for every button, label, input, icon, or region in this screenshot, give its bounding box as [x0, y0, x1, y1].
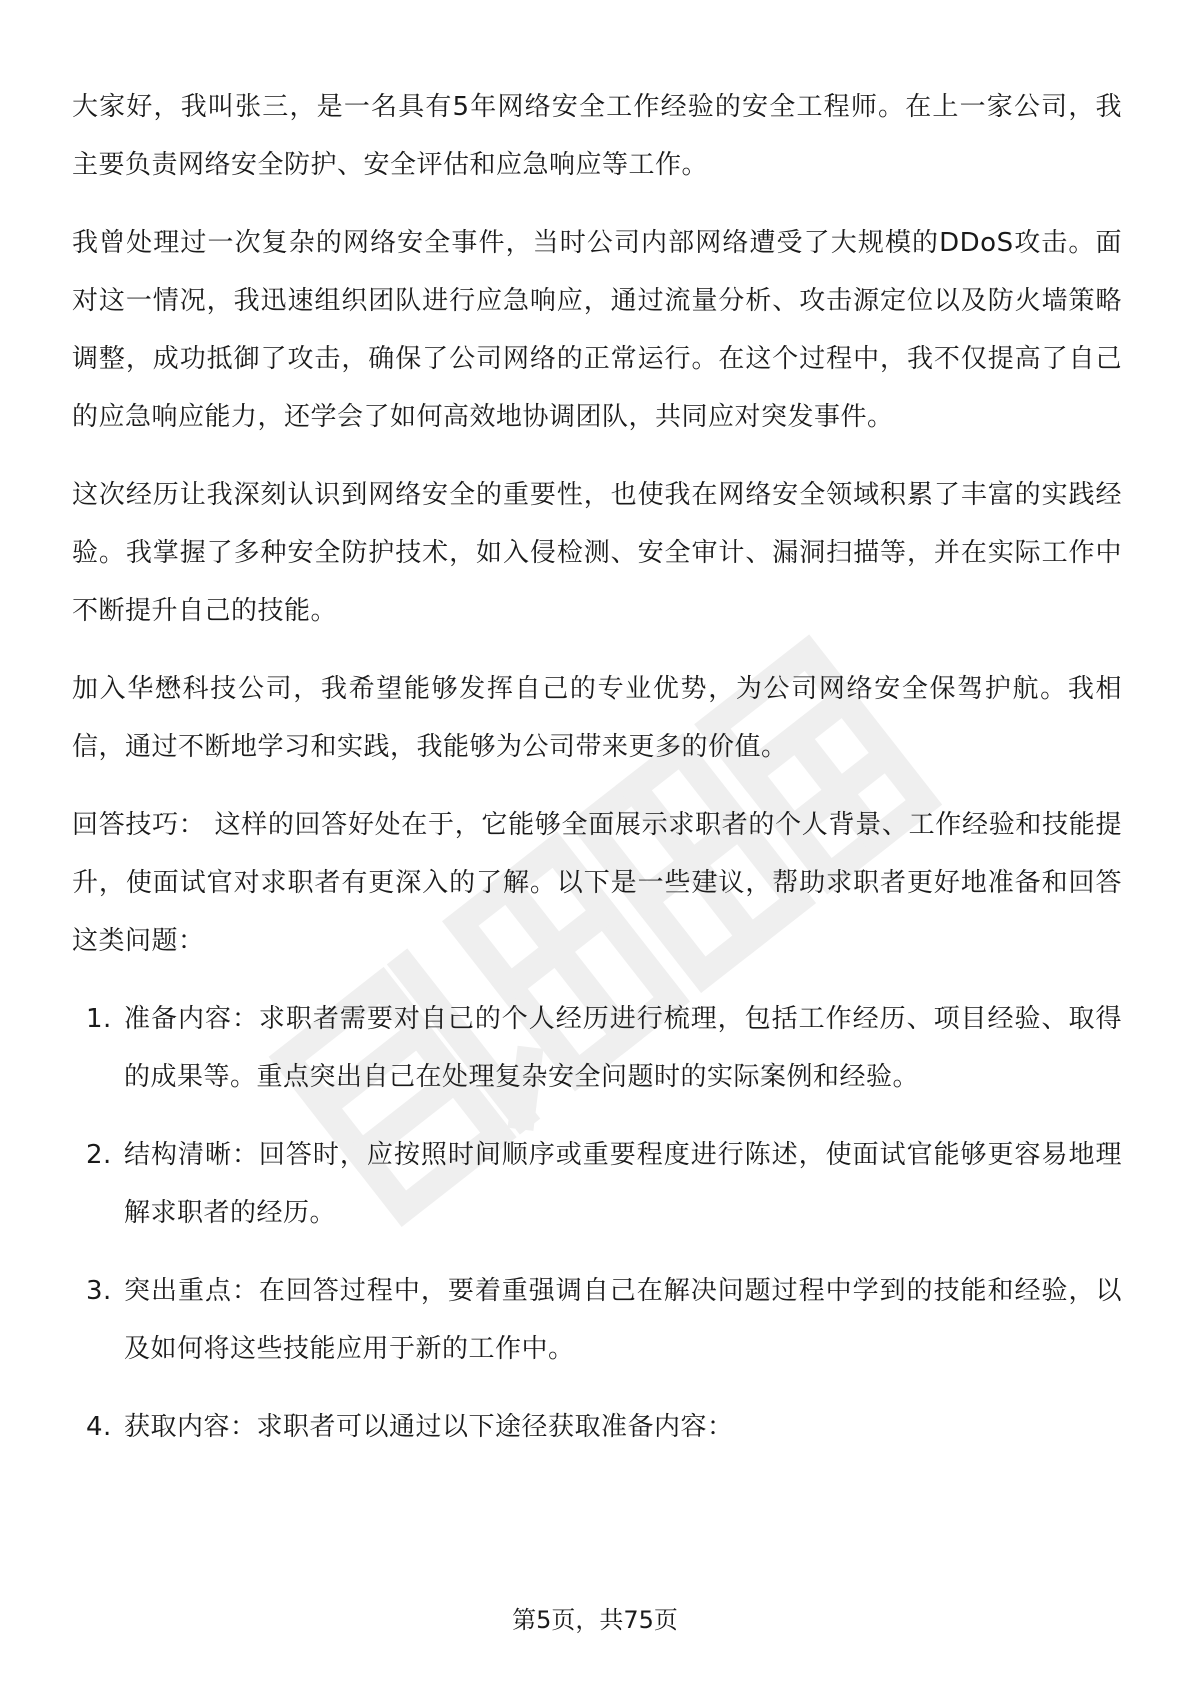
page-number-footer: 第5页，共75页 [512, 1606, 678, 1634]
document-body [72, 78, 1122, 1476]
list-item [72, 1262, 1122, 1378]
list-item-number: 2. [86, 1140, 112, 1170]
list-item-number: 4. [86, 1412, 112, 1442]
list-item-text: 结构清晰：回答时，应按照时间顺序或重要程度进行陈述，使面试官能够更容易地理解求职者的经历。 [124, 1140, 1122, 1228]
list-item-number: 1. [86, 1004, 112, 1034]
list-item-number: 3. [86, 1276, 112, 1306]
list-item [72, 990, 1122, 1106]
list-item [72, 1398, 1122, 1456]
tips-list [72, 990, 1122, 1456]
tips-paragraph: 回答技巧： 这样的回答好处在于，它能够全面展示求职者的个人背景、工作经验和技能提升，使面试官对求职者有更深入的了解。以下是一些建议，帮助求职者更好地准备和回答这类问题： [72, 810, 1122, 956]
incident-paragraph: 我曾处理过一次复杂的网络安全事件，当时公司内部网络遭受了大规模的DDoS攻击。面对这一情况，我迅速组织团队进行应急响应，通过流量分析、攻击源定位以及防火墙策略调整，成功抵御了攻击，确保了公司网络的正常运行。在这个过程中，我不仅提高了自己的应急响应能力，还学会了如何高效地协调团队，共同应对突发事件。 [72, 228, 1122, 432]
list-item-text: 突出重点：在回答过程中，要着重强调自己在解决问题过程中学到的技能和经验，以及如何将这些技能应用于新的工作中。 [124, 1276, 1122, 1364]
motivation-paragraph: 加入华懋科技公司，我希望能够发挥自己的专业优势，为公司网络安全保驾护航。我相信，通过不断地学习和实践，我能够为公司带来更多的价值。 [72, 674, 1122, 762]
intro-paragraph: 大家好，我叫张三，是一名具有5年网络安全工作经验的安全工程师。在上一家公司，我主要负责网络安全防护、安全评估和应急响应等工作。 [72, 92, 1122, 180]
list-item-text: 获取内容：求职者可以通过以下途径获取准备内容： [124, 1412, 734, 1442]
list-item-text: 准备内容：求职者需要对自己的个人经历进行梳理，包括工作经历、项目经验、取得的成果等。重点突出自己在处理复杂安全问题时的实际案例和经验。 [124, 1004, 1122, 1092]
experience-paragraph: 这次经历让我深刻认识到网络安全的重要性，也使我在网络安全领域积累了丰富的实践经验。我掌握了多种安全防护技术，如入侵检测、安全审计、漏洞扫描等，并在实际工作中不断提升自己的技能。 [72, 480, 1122, 626]
list-item [72, 1126, 1122, 1242]
